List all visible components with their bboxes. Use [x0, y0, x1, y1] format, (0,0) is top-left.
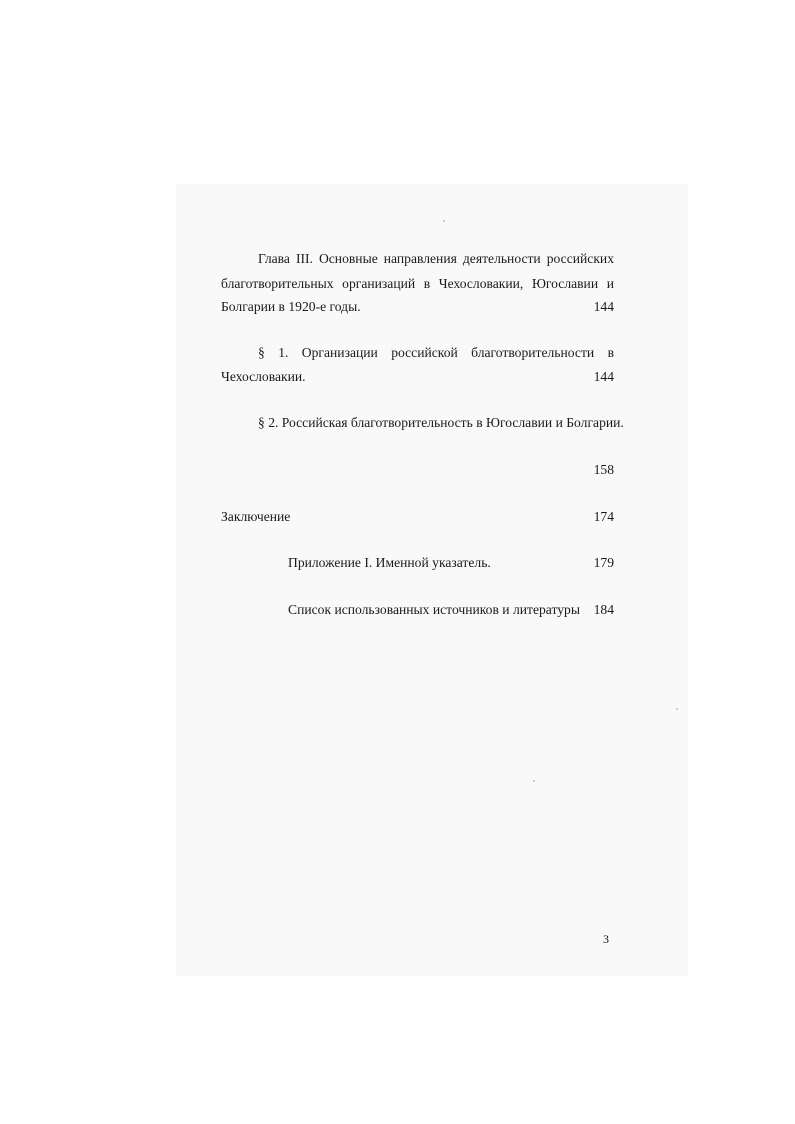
toc-appendix-title: Приложение I. Именной указатель.	[288, 555, 491, 570]
toc-conclusion-page: 174	[593, 509, 614, 524]
toc-section1-line1: § 1. Организации российской благотворительности в	[258, 345, 614, 360]
toc-appendix-page: 179	[593, 555, 614, 570]
scan-speck	[443, 220, 445, 222]
page-number: 3	[603, 932, 609, 946]
toc-section2-title: § 2. Российская благотворительность в Югославии и Болгарии.	[258, 415, 624, 430]
toc-references-title: Список использованных источников и литературы	[288, 602, 580, 617]
toc-chapter3-line2: благотворительных организаций в Чехословакии, Югославии и	[221, 276, 614, 291]
scan-speck	[533, 780, 535, 782]
toc-chapter3-line3: Болгарии в 1920-е годы.	[221, 299, 361, 314]
toc-chapter3-page: 144	[593, 299, 614, 314]
toc-conclusion-title: Заключение	[221, 509, 291, 524]
toc-references-page: 184	[593, 602, 614, 617]
toc-section1-page: 144	[593, 369, 614, 384]
toc-chapter3-line1: Глава III. Основные направления деятельности российских	[258, 251, 614, 266]
toc-section1-line2: Чехословакии.	[221, 369, 306, 384]
scan-speck	[676, 708, 678, 710]
toc-section2-page: 158	[593, 462, 614, 477]
